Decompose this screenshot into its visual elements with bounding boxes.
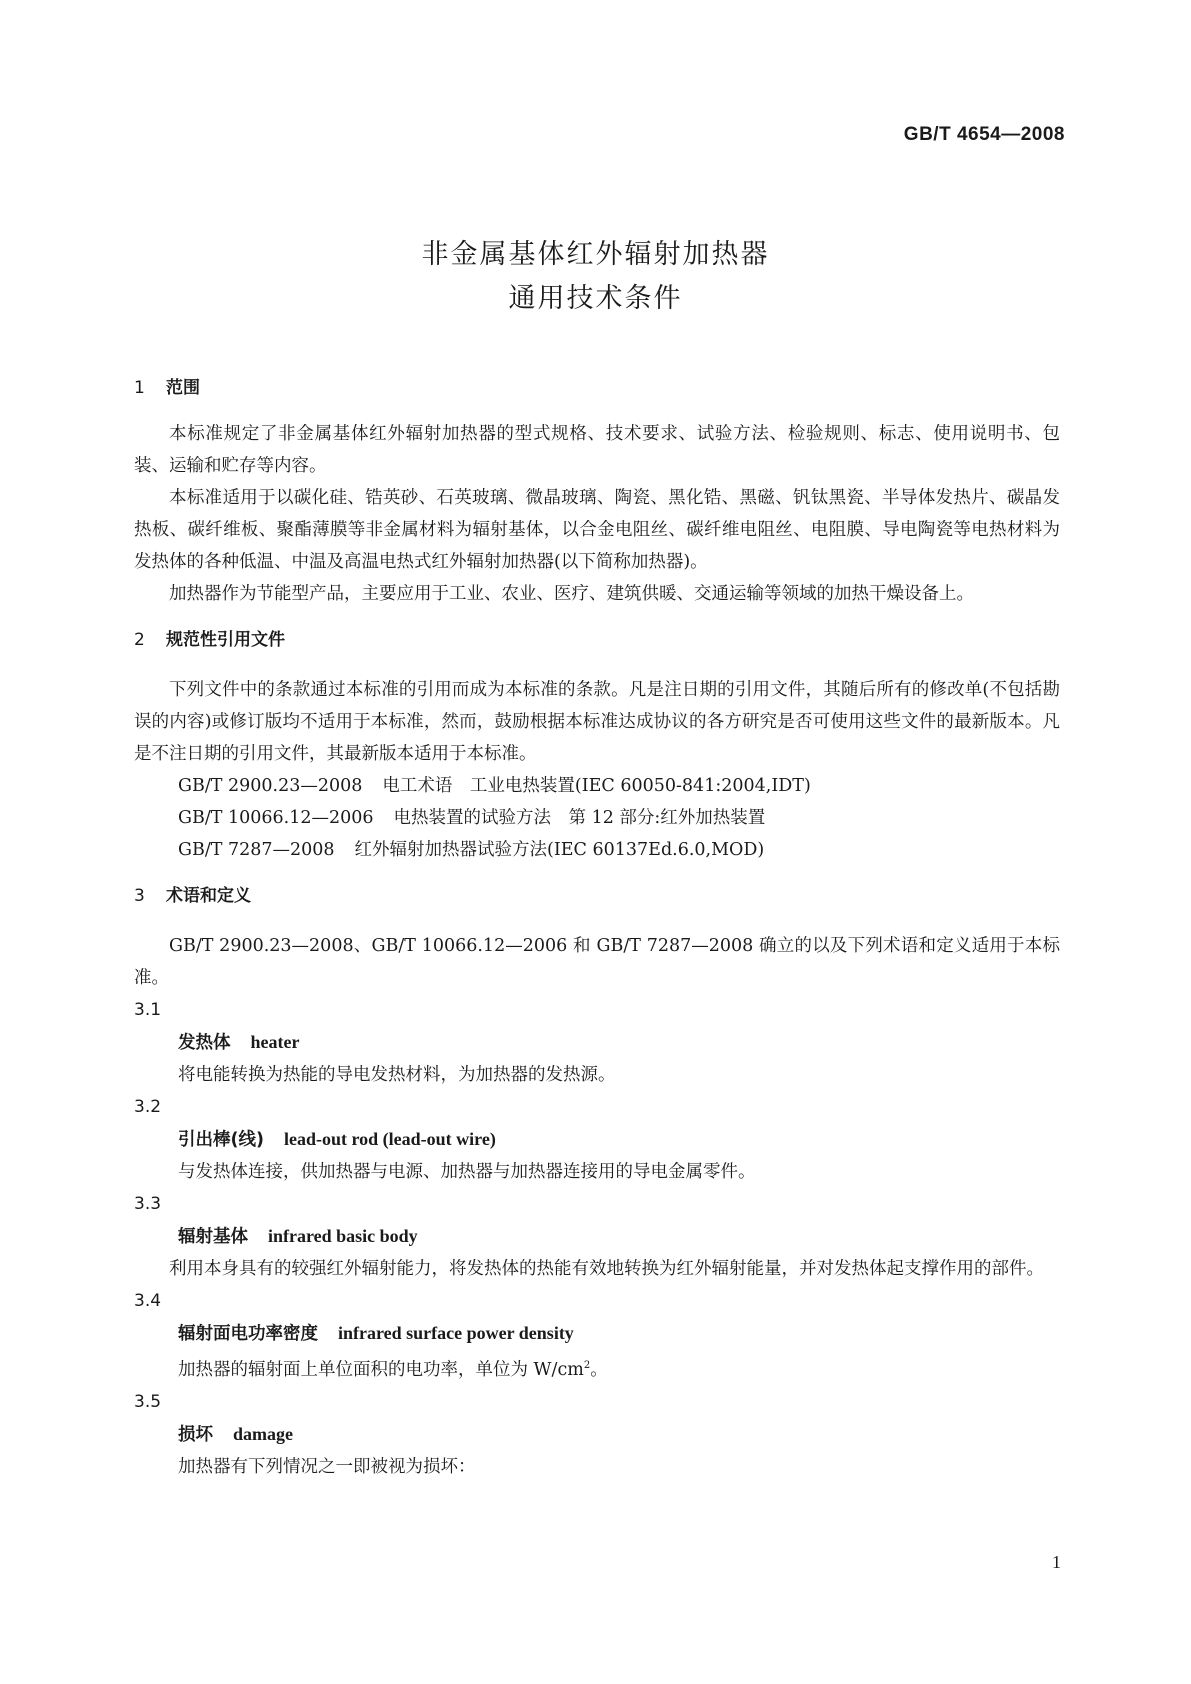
term-chinese: 发热体 (178, 1033, 231, 1053)
clause-number: 3.2 (134, 1097, 162, 1117)
term-heading (134, 1418, 1060, 1451)
clause-number: 3.4 (134, 1291, 162, 1311)
term-definition: 利用本身具有的较强红外辐射能力，将发热体的热能有效地转换为红外辐射能量，并对发热体起支撑作用的部件。 (169, 1259, 1044, 1279)
reference-title: 红外辐射加热器试验方法(IEC 60137Ed.6.0,MOD) (354, 840, 765, 860)
reference-title: 电工术语 工业电热装置(IEC 60050-841:2004,IDT) (382, 776, 811, 796)
section-2-paragraph-1: 下列文件中的条款通过本标准的引用而成为本标准的条款。凡是注日期的引用文件，其随后所有的修改单(不包括勘误的内容)或修订版均不适用于本标准，然而，鼓励根据本标准达成协议的各方研究是否可使用这些文件的最新版本。凡是不注日期的引用文件，其最新版本适用于本标准。 (134, 680, 1060, 764)
clause-number: 3.5 (134, 1391, 162, 1412)
definition-text: 加热器的辐射面上单位面积的电功率，单位为 W/cm (178, 1359, 584, 1380)
reference-code: GB/T 10066.12—2006 (178, 808, 374, 828)
term-definition: 与发热体连接，供加热器与电源、加热器与加热器连接用的导电金属零件。 (178, 1162, 756, 1182)
section-1-paragraph-2: 本标准适用于以碳化硅、锆英砂、石英玻璃、微晶玻璃、陶瓷、黑化锆、黑磁、钒钛黑瓷、半导体发热片、碳晶发热板、碳纤维板、聚酯薄膜等非金属材料为辐射基体，以合金电阻丝、碳纤维电阻丝、电阻膜、导电陶瓷等电热材料为发热体的各种低温、中温及高温电热式红外辐射加热器(以下简称加热器)。 (134, 488, 1060, 572)
document-title-line-1: 非金属基体红外辐射加热器 (421, 239, 770, 270)
term-english: infrared surface power density (338, 1323, 574, 1343)
page-number: 1 (1052, 1552, 1061, 1572)
reference-item (134, 834, 1060, 866)
term-chinese: 辐射基体 (178, 1227, 248, 1247)
section-3-heading (134, 880, 1060, 912)
document-body (134, 372, 1060, 1483)
section-number: 3 (134, 886, 145, 906)
term-chinese: 引出棒(线) (178, 1130, 264, 1150)
section-1-heading (134, 372, 1060, 404)
term-english: damage (233, 1423, 293, 1444)
reference-title: 电热装置的试验方法 第 12 部分:红外加热装置 (393, 808, 766, 828)
term-heading (134, 1123, 1060, 1156)
section-1-paragraph-1: 本标准规定了非金属基体红外辐射加热器的型式规格、技术要求、试验方法、检验规则、标志、使用说明书、包装、运输和贮存等内容。 (134, 424, 1060, 476)
reference-item (134, 802, 1060, 834)
term-english: lead-out rod (lead-out wire) (284, 1129, 496, 1149)
standard-code: GB/T 4654—2008 (903, 124, 1065, 145)
term-definition: 加热器有下列情况之一即被视为损坏： (178, 1456, 476, 1477)
term-heading (134, 1220, 1060, 1253)
section-title: 术语和定义 (166, 886, 251, 906)
reference-item (134, 770, 1060, 802)
reference-code: GB/T 2900.23—2008 (178, 776, 363, 796)
term-definition: 将电能转换为热能的导电发热材料，为加热器的发热源。 (178, 1065, 616, 1085)
term-english: infrared basic body (268, 1226, 418, 1246)
section-title: 规范性引用文件 (166, 630, 285, 650)
term-english: heater (250, 1032, 300, 1052)
unit-superscript: 2 (583, 1360, 591, 1371)
reference-code: GB/T 7287—2008 (178, 840, 335, 860)
clause-number: 3.3 (134, 1194, 162, 1214)
term-chinese: 损坏 (178, 1424, 213, 1445)
term-heading (134, 1317, 1060, 1350)
term-chinese: 辐射面电功率密度 (178, 1324, 318, 1344)
section-number: 1 (134, 378, 145, 398)
section-1-paragraph-3: 加热器作为节能型产品，主要应用于工业、农业、医疗、建筑供暖、交通运输等领域的加热干燥设备上。 (169, 584, 974, 604)
section-title: 范围 (166, 378, 200, 398)
section-2-heading (134, 624, 1060, 656)
section-number: 2 (134, 630, 145, 650)
term-heading (134, 1026, 1060, 1059)
section-3-paragraph-1: GB/T 2900.23—2008、GB/T 10066.12—2006 和 GB/T 7287—2008 确立的以及下列术语和定义适用于本标准。 (134, 936, 1060, 988)
definition-end: 。 (590, 1359, 608, 1380)
document-title-line-2: 通用技术条件 (508, 283, 683, 314)
term-definition (134, 1350, 1060, 1386)
clause-number: 3.1 (134, 1000, 162, 1020)
